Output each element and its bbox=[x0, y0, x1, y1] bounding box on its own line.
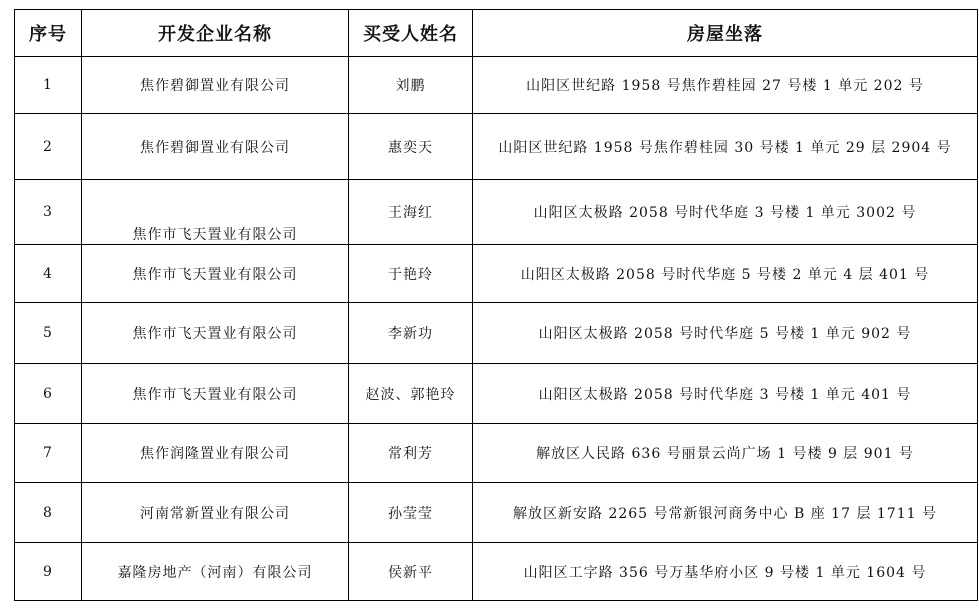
cell-serial: 1 bbox=[15, 57, 82, 114]
cell-location: 解放区新安路 2265 号常新银河商务中心 B 座 17 层 1711 号 bbox=[473, 483, 978, 543]
table-header-row bbox=[15, 10, 978, 57]
cell-developer: 焦作碧御置业有限公司 bbox=[82, 57, 349, 114]
cell-location: 解放区人民路 636 号丽景云尚广场 1 号楼 9 层 901 号 bbox=[473, 424, 978, 483]
table-row bbox=[15, 114, 978, 180]
cell-buyer: 李新功 bbox=[349, 303, 473, 364]
cell-developer: 焦作碧御置业有限公司 bbox=[82, 114, 349, 180]
cell-buyer: 惠奕天 bbox=[349, 114, 473, 180]
header-developer: 开发企业名称 bbox=[82, 10, 349, 57]
table-row bbox=[15, 424, 978, 483]
table-row bbox=[15, 364, 978, 424]
table-row bbox=[15, 245, 978, 303]
table-row bbox=[15, 180, 978, 245]
table-row bbox=[15, 303, 978, 364]
cell-serial: 9 bbox=[15, 543, 82, 601]
cell-developer: 焦作润隆置业有限公司 bbox=[82, 424, 349, 483]
cell-developer: 焦作市飞天置业有限公司 bbox=[82, 364, 349, 424]
cell-developer: 河南常新置业有限公司 bbox=[82, 483, 349, 543]
cell-location: 山阳区太极路 2058 号时代华庭 5 号楼 2 单元 4 层 401 号 bbox=[473, 245, 978, 303]
table-row bbox=[15, 483, 978, 543]
cell-location: 山阳区太极路 2058 号时代华庭 3 号楼 1 单元 401 号 bbox=[473, 364, 978, 424]
cell-location: 山阳区太极路 2058 号时代华庭 3 号楼 1 单元 3002 号 bbox=[473, 180, 978, 245]
cell-buyer: 侯新平 bbox=[349, 543, 473, 601]
table-row bbox=[15, 57, 978, 114]
cell-buyer: 王海红 bbox=[349, 180, 473, 245]
cell-location: 山阳区世纪路 1958 号焦作碧桂园 27 号楼 1 单元 202 号 bbox=[473, 57, 978, 114]
cell-serial: 5 bbox=[15, 303, 82, 364]
cell-developer: 焦作市飞天置业有限公司 bbox=[82, 180, 349, 245]
property-table bbox=[14, 9, 978, 601]
cell-developer: 嘉隆房地产（河南）有限公司 bbox=[82, 543, 349, 601]
cell-location: 山阳区工字路 356 号万基华府小区 9 号楼 1 单元 1604 号 bbox=[473, 543, 978, 601]
cell-location: 山阳区太极路 2058 号时代华庭 5 号楼 1 单元 902 号 bbox=[473, 303, 978, 364]
cell-buyer: 常利芳 bbox=[349, 424, 473, 483]
table-row bbox=[15, 543, 978, 601]
cell-serial: 4 bbox=[15, 245, 82, 303]
header-location: 房屋坐落 bbox=[473, 10, 978, 57]
cell-serial: 6 bbox=[15, 364, 82, 424]
cell-buyer: 孙莹莹 bbox=[349, 483, 473, 543]
cell-developer: 焦作市飞天置业有限公司 bbox=[82, 245, 349, 303]
cell-serial: 8 bbox=[15, 483, 82, 543]
cell-serial: 7 bbox=[15, 424, 82, 483]
cell-serial: 3 bbox=[15, 180, 82, 245]
header-serial: 序号 bbox=[15, 10, 82, 57]
cell-buyer: 赵波、郭艳玲 bbox=[349, 364, 473, 424]
header-buyer: 买受人姓名 bbox=[349, 10, 473, 57]
cell-developer: 焦作市飞天置业有限公司 bbox=[82, 303, 349, 364]
cell-location: 山阳区世纪路 1958 号焦作碧桂园 30 号楼 1 单元 29 层 2904 号 bbox=[473, 114, 978, 180]
cell-buyer: 刘鹏 bbox=[349, 57, 473, 114]
cell-serial: 2 bbox=[15, 114, 82, 180]
cell-buyer: 于艳玲 bbox=[349, 245, 473, 303]
